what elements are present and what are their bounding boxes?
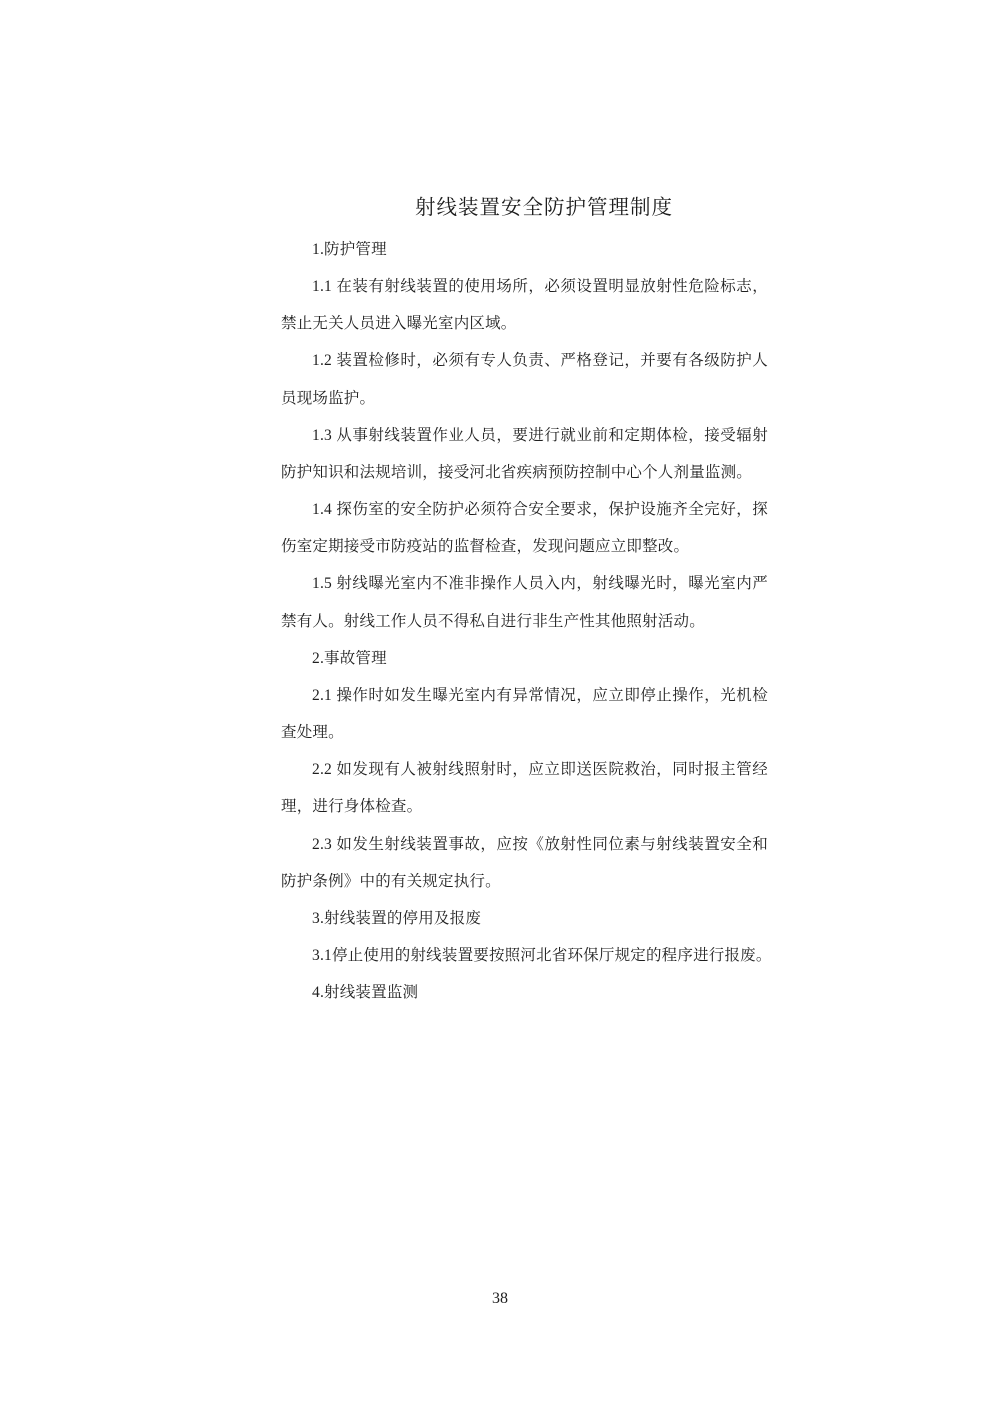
text-line: 1.防护管理	[312, 241, 387, 258]
text-line: 4.射线装置监测	[312, 984, 419, 1002]
text-line: 1.1 在装有射线装置的使用场所，必须设置明显放射性危险标志，	[312, 278, 768, 296]
text-line: 2.1 操作时如发生曝光室内有异常情况，应立即停止操作，光机检	[312, 686, 768, 704]
text-line: 防护条例》中的有关规定执行。	[281, 872, 501, 890]
text-line: 伤室定期接受市防疫站的监督检查，发现问题应立即整改。	[281, 538, 690, 556]
text-line: 理，进行身体检查。	[281, 798, 423, 816]
text-line: 1.5 射线曝光室内不准非操作人员入内，射线曝光时，曝光室内严	[312, 575, 768, 593]
text-line: 3.射线装置的停用及报废	[312, 909, 482, 927]
text-line: 1.2 装置检修时，必须有专人负责、严格登记，并要有各级防护人	[312, 352, 768, 370]
text-line: 1.4 探伤室的安全防护必须符合安全要求，保护设施齐全完好，探	[312, 501, 768, 519]
text-line: 1.3 从事射线装置作业人员，要进行就业前和定期体检，接受辐射	[312, 426, 768, 444]
page-number: 38	[492, 1290, 508, 1307]
text-line: 2.3 如发生射线装置事故，应按《放射性同位素与射线装置安全和	[312, 835, 768, 853]
text-line: 防护知识和法规培训，接受河北省疾病预防控制中心个人剂量监测。	[281, 463, 753, 481]
text-line: 2.事故管理	[312, 649, 387, 667]
text-line: 员现场监护。	[281, 389, 376, 407]
text-line: 禁止无关人员进入曝光室内区域。	[281, 315, 517, 333]
text-line: 查处理。	[281, 724, 344, 742]
text-line: 2.2 如发现有人被射线照射时，应立即送医院救治，同时报主管经	[312, 761, 768, 779]
text-line: 禁有人。射线工作人员不得私自进行非生产性其他照射活动。	[281, 612, 705, 630]
text-line: 3.1停止使用的射线装置要按照河北省环保厅规定的程序进行报废。	[312, 946, 772, 964]
document-body	[281, 231, 772, 1011]
document-title: 射线装置安全防护管理制度	[415, 197, 673, 219]
